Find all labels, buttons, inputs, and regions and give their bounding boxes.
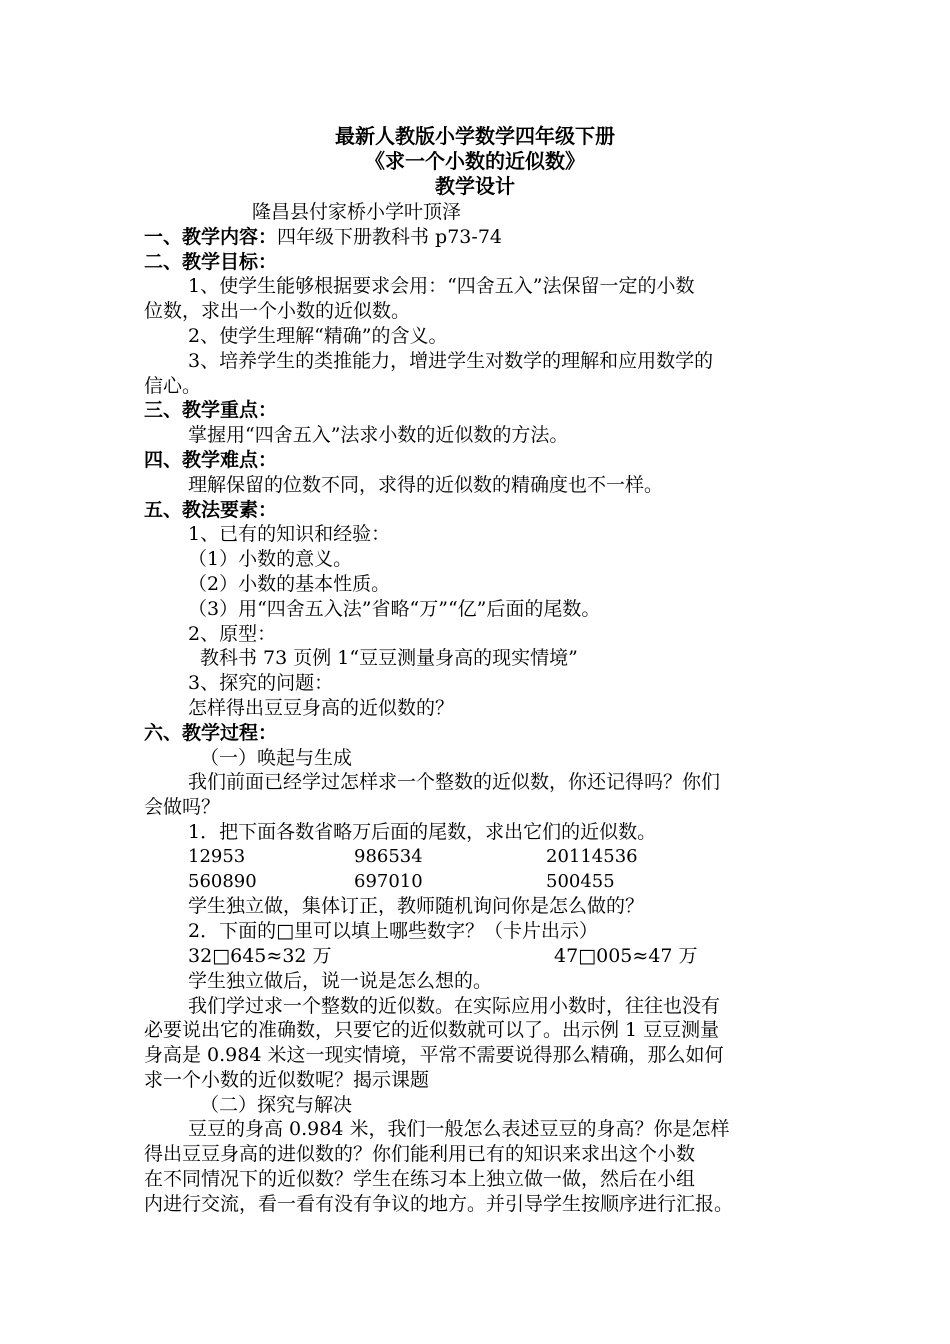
exercise-2-items — [144, 944, 824, 969]
number-cell: 20114536 — [546, 845, 638, 867]
process-p1-line-2: 会做吗？ — [144, 796, 221, 819]
method-item-2a: 教科书 73 页例 1“豆豆测量身高的现实情境” — [200, 647, 578, 670]
section-6-heading: 六、教学过程： — [144, 721, 278, 744]
section-3-heading: 三、教学重点： — [144, 399, 278, 422]
section-4-heading: 四、教学难点： — [144, 448, 278, 471]
number-row-1 — [144, 845, 824, 870]
goal-2: 2、使学生理解“精确”的含义。 — [188, 324, 448, 347]
process-p2: 学生独立做，集体订正，教师随机询问你是怎么做的？ — [188, 895, 645, 918]
process-p5-line-4: 内进行交流，看一看有没有争议的地方。并引导学生按顺序进行汇报。 — [144, 1192, 734, 1215]
method-item-1: 1、已有的知识和经验： — [188, 523, 391, 546]
process-p4-line-1: 我们学过求一个整数的近似数。在实际应用小数时，往往也没有 — [188, 994, 721, 1017]
section-3-text: 掌握用“四舍五入”法求小数的近似数的方法。 — [188, 424, 569, 447]
title-line-3: 教学设计 — [435, 174, 515, 198]
process-p4-line-3: 身高是 0.984 米这一现实情境，平常不需要说得那么精确，那么如何 — [144, 1044, 724, 1067]
number-cell: 12953 — [188, 845, 246, 867]
number-cell: 560890 — [188, 870, 257, 892]
process-p1-line-1: 我们前面已经学过怎样求一个整数的近似数，你还记得吗？你们 — [188, 771, 721, 794]
section-1-heading: 一、教学内容： — [144, 225, 278, 248]
title-line-1: 最新人教版小学数学四年级下册 — [335, 124, 615, 148]
exercise-2-left: 32□645≈32 万 — [188, 944, 332, 967]
method-item-2: 2、原型： — [188, 622, 277, 645]
method-item-1c: （3）用“四舍五入法”省略“万”“亿”后面的尾数。 — [188, 597, 601, 620]
document-body — [144, 200, 824, 1217]
exercise-2: 2．下面的□里可以填上哪些数字？（卡片出示） — [188, 920, 599, 943]
number-cell: 986534 — [354, 845, 423, 867]
author: 隆昌县付家桥小学叶顶泽 — [252, 201, 462, 223]
number-row-2 — [144, 870, 824, 895]
number-cell: 500455 — [546, 870, 615, 892]
process-p4-line-4: 求一个小数的近似数呢？揭示课题 — [144, 1068, 430, 1091]
process-sub-2: （二）探究与解决 — [200, 1093, 353, 1116]
number-cell: 697010 — [354, 870, 423, 892]
method-item-1b: （2）小数的基本性质。 — [188, 572, 391, 595]
section-5-heading: 五、教法要素： — [144, 498, 278, 521]
title-block — [0, 124, 950, 199]
exercise-2-right: 47□005≈47 万 — [554, 944, 698, 967]
exercise-1: 1．把下面各数省略万后面的尾数，求出它们的近似数。 — [188, 820, 657, 843]
process-p3: 学生独立做后，说一说是怎么想的。 — [188, 969, 493, 992]
goal-1-line-2: 位数，求出一个小数的近似数。 — [144, 300, 411, 323]
process-p5-line-2: 得出豆豆身高的进似数的？你们能利用已有的知识来求出这个小数 — [144, 1143, 696, 1166]
process-p4-line-2: 必要说出它的准确数，只要它的近似数就可以了。出示例 1 豆豆测量 — [144, 1019, 720, 1042]
goal-3-line-1: 3、培养学生的类推能力，增进学生对数学的理解和应用数学的 — [188, 349, 714, 372]
process-p5-line-1: 豆豆的身高 0.984 米，我们一般怎么表述豆豆的身高？你是怎样 — [188, 1118, 730, 1141]
method-item-3a: 怎样得出豆豆身高的近似数的？ — [188, 696, 455, 719]
goal-3-line-2: 信心。 — [144, 374, 202, 397]
section-2-heading: 二、教学目标： — [144, 250, 278, 273]
section-4-text: 理解保留的位数不同，求得的近似数的精确度也不一样。 — [188, 473, 664, 496]
goal-1-line-1: 1、使学生能够根据要求会用：“四舍五入”法保留一定的小数 — [188, 275, 695, 298]
section-1 — [144, 225, 824, 250]
method-item-3: 3、探究的问题： — [188, 672, 334, 695]
process-sub-1: （一）唤起与生成 — [200, 746, 353, 769]
process-p5-line-3: 在不同情况下的近似数？学生在练习本上独立做一做，然后在小组 — [144, 1168, 696, 1191]
method-item-1a: （1）小数的意义。 — [188, 548, 353, 571]
section-1-text: 四年级下册教科书 p73-74 — [277, 225, 502, 248]
title-line-2: 《求一个小数的近似数》 — [365, 149, 585, 173]
